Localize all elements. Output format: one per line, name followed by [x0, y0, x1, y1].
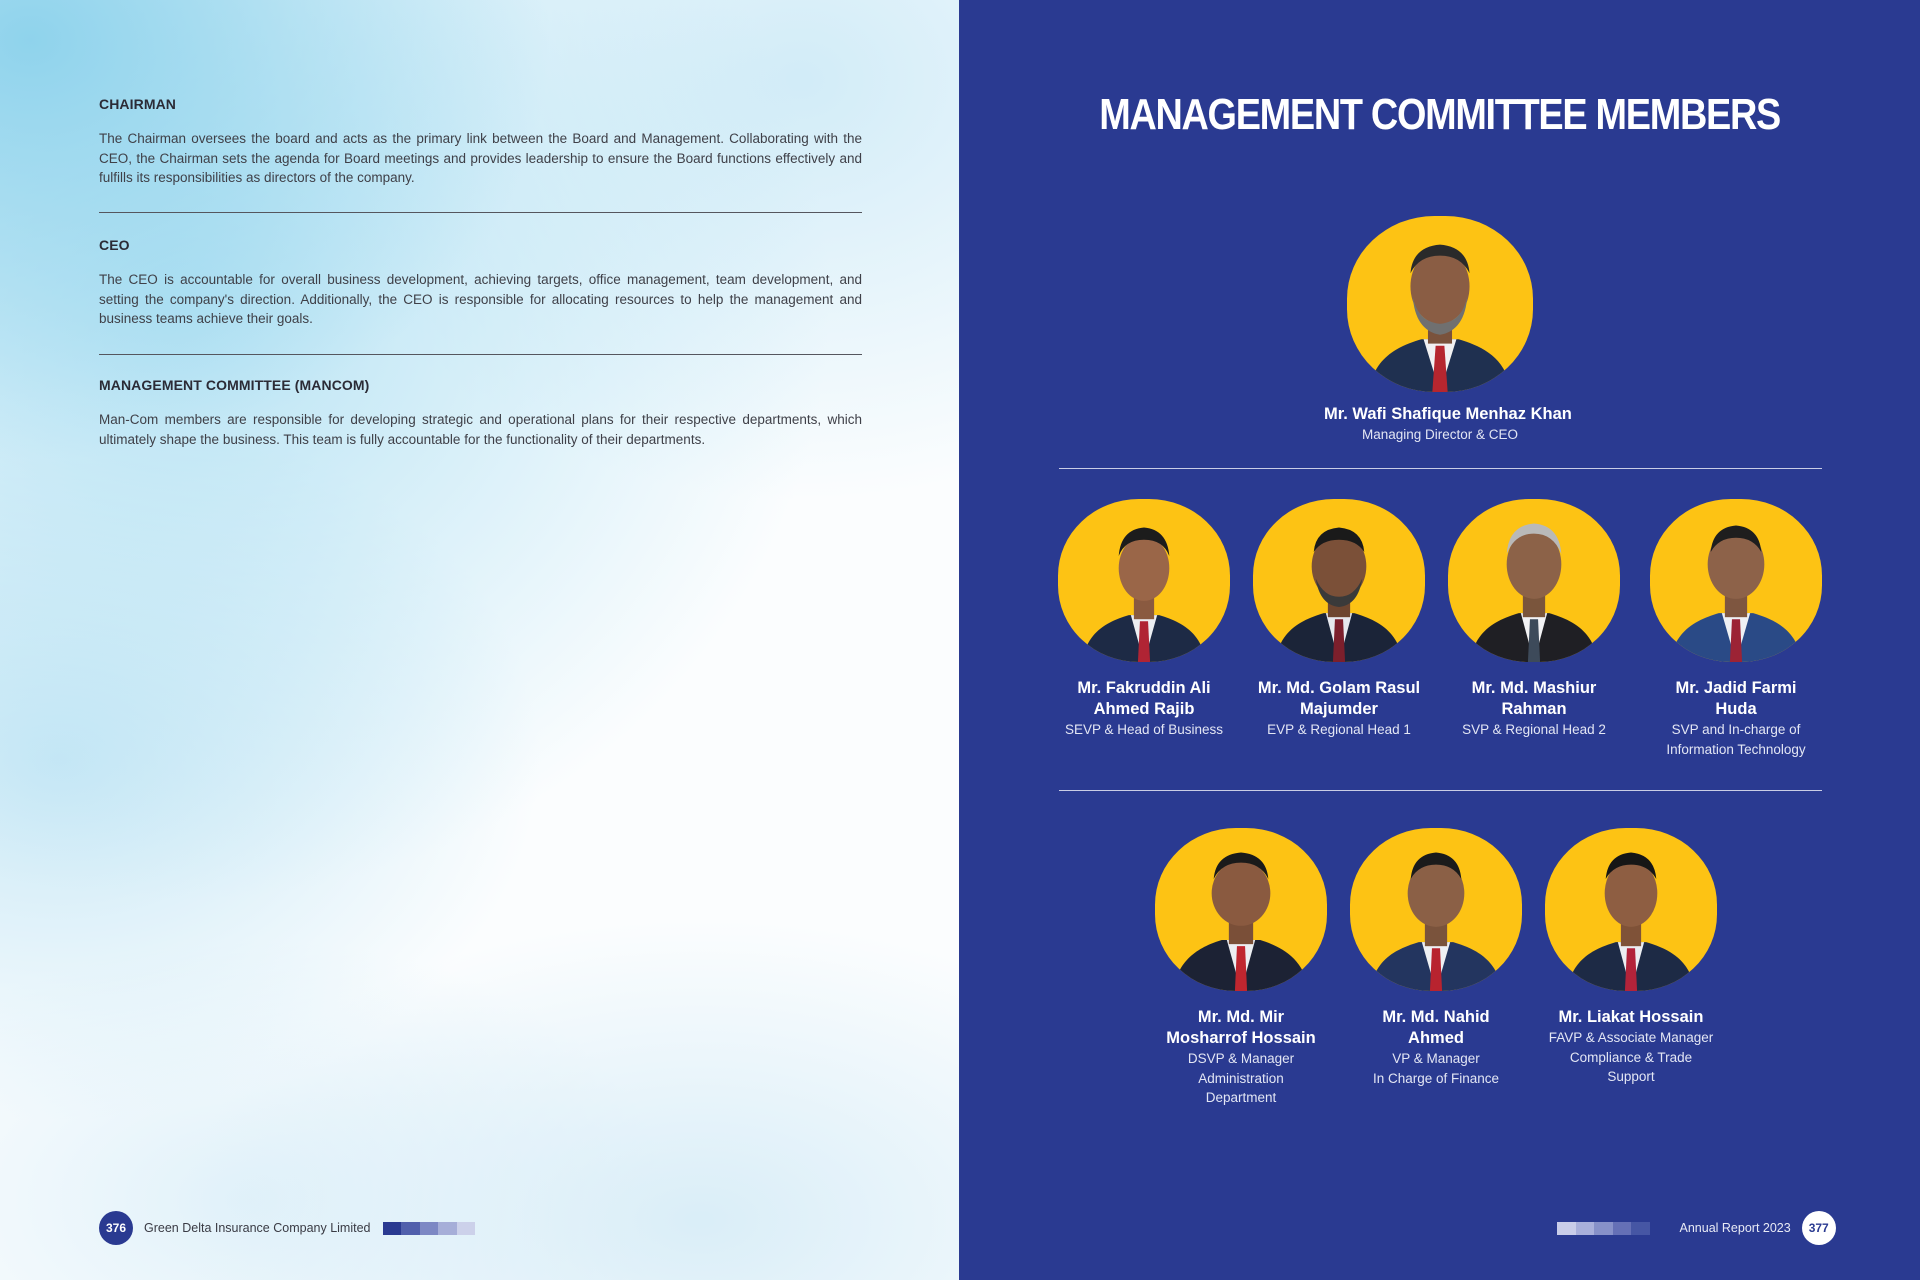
color-square	[1576, 1222, 1595, 1235]
member-name-line: Majumder	[1300, 700, 1378, 718]
member-card-ceo	[1324, 216, 1572, 445]
right-footer	[1557, 1212, 1836, 1244]
page-title: MANAGEMENT COMMITTEE MEMBERS	[1099, 90, 1780, 139]
member-role	[1439, 720, 1629, 740]
member-card	[1531, 828, 1731, 1087]
color-square	[438, 1222, 457, 1235]
divider	[1059, 790, 1822, 791]
member-role-line: Compliance & Trade	[1569, 1049, 1693, 1065]
member-role-line: FAVP & Associate Manager	[1548, 1030, 1714, 1045]
member-photo	[1650, 499, 1822, 662]
member-role-line: VP & Manager	[1392, 1051, 1480, 1066]
member-card	[1244, 499, 1434, 740]
color-square	[383, 1222, 402, 1235]
member-role-line: SVP and In-charge of	[1671, 722, 1801, 737]
member-name-line: Mosharrof Hossain	[1166, 1029, 1316, 1047]
member-photo	[1545, 828, 1717, 991]
section-chairman	[99, 96, 862, 188]
member-role	[1636, 720, 1836, 759]
color-square	[401, 1222, 420, 1235]
member-name	[1336, 1007, 1536, 1049]
member-card	[1141, 828, 1341, 1108]
member-name-line: Ahmed	[1408, 1029, 1464, 1047]
page-number-right: 377	[1802, 1211, 1836, 1245]
section-body: The CEO is accountable for overall business development, achieving targets, office management, team development, and setting the company's direction. Additionally, the CEO is responsible for allocating resources to help the management and business teams achieve their goals.	[99, 272, 862, 326]
report-label: Annual Report 2023	[1679, 1221, 1791, 1235]
member-name	[1049, 678, 1239, 720]
member-photo	[1253, 499, 1425, 662]
section-heading: CHAIRMAN	[99, 96, 177, 112]
member-role-line: SVP & Regional Head 2	[1462, 722, 1606, 737]
member-name-line: Mr. Md. Golam Rasul	[1257, 679, 1421, 697]
member-card	[1439, 499, 1629, 740]
member-role-line: Information Technology	[1666, 741, 1806, 757]
member-role	[1244, 720, 1434, 740]
member-role-line: In Charge of Finance	[1372, 1070, 1500, 1086]
left-page	[0, 0, 959, 1280]
member-name-line: Mr. Jadid Farmi	[1675, 679, 1797, 697]
member-name-line: Rahman	[1501, 700, 1567, 718]
member-card	[1049, 499, 1239, 740]
portrait-icon	[1545, 828, 1717, 991]
divider	[99, 354, 862, 355]
member-name	[1141, 1007, 1341, 1049]
section-body: The Chairman oversees the board and acts as the primary link between the Board and Management. Collaborating with the CEO, the Chairman sets the agenda for Board meetings and provides leadership to ensure the Board functions effectively and fulfills its responsibilities as directors of the company.	[99, 131, 862, 185]
member-photo	[1058, 499, 1230, 662]
member-name-line: Mr. Md. Mashiur	[1471, 679, 1597, 697]
member-role	[1049, 720, 1239, 740]
section-mancom	[99, 377, 862, 449]
decorative-squares-right	[1557, 1222, 1650, 1235]
member-role-line: Support	[1607, 1069, 1655, 1084]
section-ceo	[99, 237, 862, 329]
member-photo	[1350, 828, 1522, 991]
member-name-line: Mr. Md. Nahid	[1382, 1008, 1490, 1026]
member-role-line: Department	[1205, 1090, 1277, 1105]
divider	[99, 212, 862, 213]
portrait-icon	[1347, 216, 1533, 392]
section-heading: MANAGEMENT COMMITTEE (MANCOM)	[99, 377, 370, 393]
member-name	[1636, 678, 1836, 720]
portrait-icon	[1448, 499, 1620, 662]
portrait-icon	[1350, 828, 1522, 991]
member-card	[1336, 828, 1536, 1088]
portrait-icon	[1253, 499, 1425, 662]
member-role-line: Administration	[1198, 1070, 1284, 1086]
member-role-line: EVP & Regional Head 1	[1267, 722, 1411, 737]
right-page	[959, 0, 1920, 1280]
member-name-line: Mr. Md. Mir	[1197, 1008, 1285, 1026]
color-square	[1613, 1222, 1632, 1235]
color-square	[420, 1222, 439, 1235]
member-role-line: SEVP & Head of Business	[1064, 722, 1224, 737]
member-name	[1439, 678, 1629, 720]
company-name: Green Delta Insurance Company Limited	[144, 1221, 371, 1235]
portrait-icon	[1650, 499, 1822, 662]
member-name-line: Mr. Liakat Hossain	[1558, 1008, 1704, 1026]
section-body: Man-Com members are responsible for developing strategic and operational plans for their respective departments, which ultimately shape the business. This team is fully accountable for the functionality of their departments.	[99, 412, 862, 447]
member-name-line: Huda	[1715, 700, 1757, 718]
member-photo	[1347, 216, 1533, 392]
page-number-left: 376	[99, 1211, 133, 1245]
member-name	[1531, 1007, 1731, 1028]
decorative-squares-left	[383, 1222, 476, 1235]
member-role-line: DSVP & Manager	[1187, 1051, 1295, 1066]
left-footer	[99, 1212, 475, 1244]
member-role: Managing Director & CEO	[1361, 427, 1519, 442]
color-square	[457, 1222, 476, 1235]
divider	[1059, 468, 1822, 469]
color-square	[1631, 1222, 1650, 1235]
portrait-icon	[1058, 499, 1230, 662]
portrait-icon	[1155, 828, 1327, 991]
member-role	[1336, 1049, 1536, 1088]
section-heading: CEO	[99, 237, 130, 253]
member-name	[1244, 678, 1434, 720]
member-photo	[1155, 828, 1327, 991]
member-photo	[1448, 499, 1620, 662]
color-square	[1557, 1222, 1576, 1235]
member-name-line: Ahmed Rajib	[1093, 700, 1195, 718]
member-name: Mr. Wafi Shafique Menhaz Khan	[1324, 405, 1572, 423]
member-role	[1531, 1028, 1731, 1087]
color-square	[1594, 1222, 1613, 1235]
member-role	[1141, 1049, 1341, 1108]
member-name-line: Mr. Fakruddin Ali	[1077, 679, 1211, 697]
member-card	[1636, 499, 1836, 759]
